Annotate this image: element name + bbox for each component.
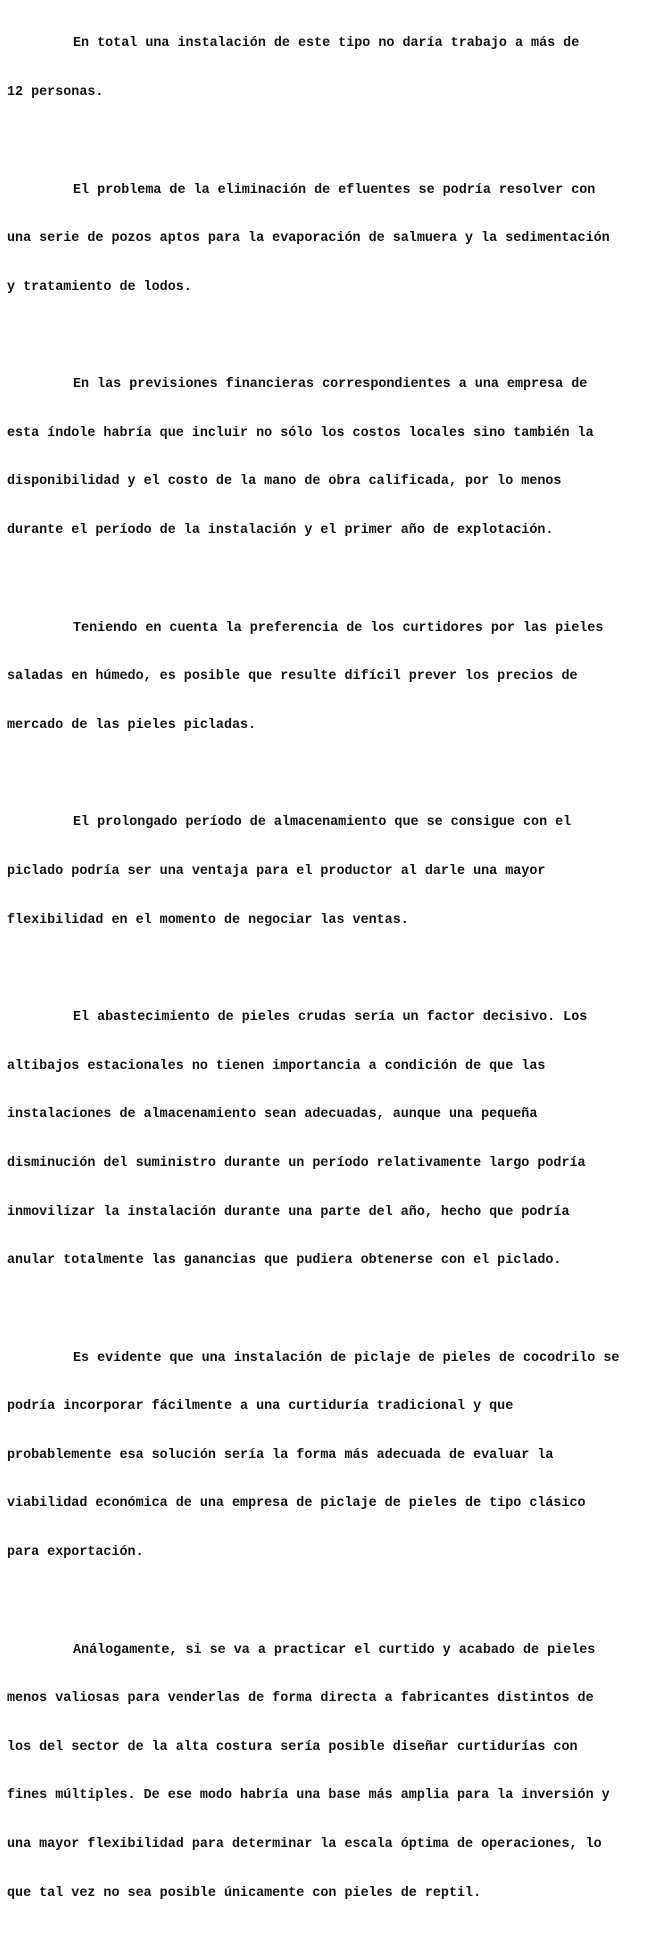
paragraph-line: El abastecimiento de pieles crudas sería un factor decisivo. Los: [73, 1010, 588, 1026]
paragraph-line: En total una instalación de este tipo no daría trabajo a más de: [73, 36, 580, 52]
paragraph-line: esta índole habría que incluir no sólo los costos locales sino también la: [7, 425, 594, 441]
paragraph-line: anular totalmente las ganancias que pudiera obtenerse con el piclado.: [7, 1253, 562, 1269]
paragraph-8: [7, 1610, 647, 1934]
paragraph-line: Análogamente, si se va a practicar el curtido y acabado de pieles: [73, 1642, 596, 1658]
paragraph-line: una serie de pozos aptos para la evaporación de salmuera y la sedimentación: [7, 231, 610, 247]
paragraph-1: [7, 4, 647, 134]
paragraph-line: El problema de la eliminación de efluentes se podría resolver con: [73, 182, 596, 198]
paragraph-line: disponibilidad y el costo de la mano de obra calificada, por lo menos: [7, 474, 562, 490]
paragraph-line: podría incorporar fácilmente a una curtiduría tradicional y que: [7, 1399, 514, 1415]
paragraph-line: altibajos estacionales no tienen importancia a condición de que las: [7, 1058, 546, 1074]
paragraph-3: [7, 345, 647, 572]
paragraph-6: [7, 978, 647, 1302]
paragraph-line: viabilidad económica de una empresa de piclaje de pieles de tipo clásico: [7, 1496, 586, 1512]
paragraph-5: [7, 783, 647, 961]
paragraph-line: Teniendo en cuenta la preferencia de los curtidores por las pieles: [73, 620, 604, 636]
paragraph-line: menos valiosas para venderlas de forma directa a fabricantes distintos de: [7, 1691, 594, 1707]
paragraph-line: que tal vez no sea posible únicamente con pieles de reptil.: [7, 1885, 482, 1901]
document-page: [7, 4, 647, 1951]
paragraph-2: [7, 150, 647, 328]
paragraph-line: Es evidente que una instalación de piclaje de pieles de cocodrilo se: [73, 1350, 620, 1366]
paragraph-line: inmovilizar la instalación durante una parte del año, hecho que podría: [7, 1204, 570, 1220]
paragraph-line: disminución del suministro durante un período relativamente largo podría: [7, 1155, 586, 1171]
paragraph-7: [7, 1318, 647, 1593]
paragraph-line: para exportación.: [7, 1545, 144, 1561]
paragraph-line: piclado podría ser una ventaja para el productor al darle una mayor: [7, 863, 546, 879]
paragraph-line: 12 personas.: [7, 85, 104, 101]
paragraph-line: En las previsiones financieras correspondientes a una empresa de: [73, 377, 588, 393]
paragraph-line: instalaciones de almacenamiento sean adecuadas, aunque una pequeña: [7, 1107, 538, 1123]
paragraph-line: mercado de las pieles picladas.: [7, 717, 257, 733]
paragraph-line: probablemente esa solución sería la forma más adecuada de evaluar la: [7, 1447, 554, 1463]
paragraph-line: flexibilidad en el momento de negociar las ventas.: [7, 912, 409, 928]
paragraph-4: [7, 588, 647, 766]
paragraph-line: los del sector de la alta costura sería posible diseñar curtidurías con: [7, 1739, 578, 1755]
paragraph-line: El prolongado período de almacenamiento que se consigue con el: [73, 815, 572, 831]
paragraph-line: durante el período de la instalación y el primer año de explotación.: [7, 523, 554, 539]
paragraph-line: una mayor flexibilidad para determinar la escala óptima de operaciones, lo: [7, 1837, 602, 1853]
paragraph-line: saladas en húmedo, es posible que resulte difícil prever los precios de: [7, 669, 578, 685]
paragraph-line: fines múltiples. De ese modo habría una base más amplia para la inversión y: [7, 1788, 610, 1804]
paragraph-line: y tratamiento de lodos.: [7, 279, 192, 295]
